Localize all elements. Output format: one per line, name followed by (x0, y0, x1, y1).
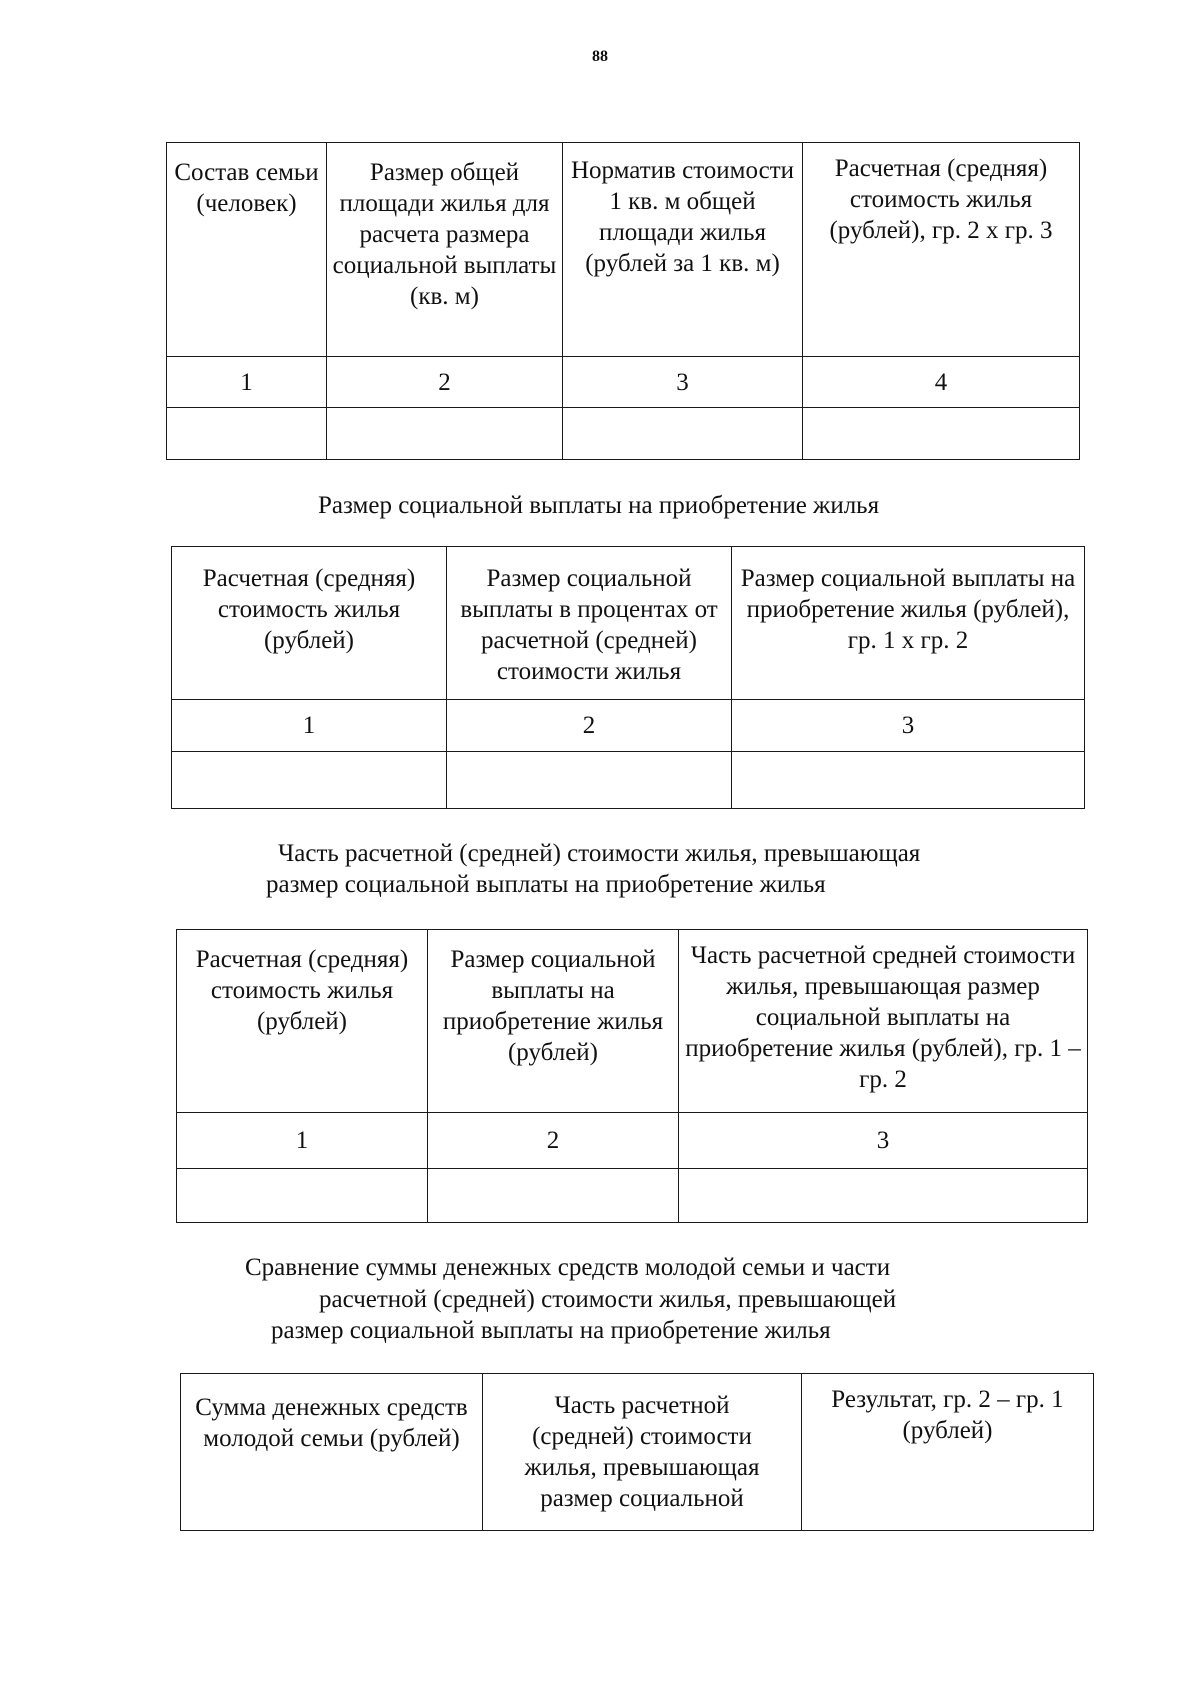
column-number-row (167, 357, 1080, 408)
empty-cell (177, 1169, 428, 1223)
section-caption-line: Сравнение суммы денежных средств молодой семьи и части (245, 1254, 891, 1281)
header-payment-amount: Размер социальной выплаты на приобретение жилья (рублей), гр. 1 х гр. 2 (732, 547, 1085, 700)
section-caption-line: размер социальной выплаты на приобретение жилья (266, 871, 826, 898)
header-payment-percent: Размер социальной выплаты в процентах от расчетной (средней) стоимости жилья (447, 547, 732, 700)
empty-cell (679, 1169, 1088, 1223)
column-number: 1 (172, 700, 447, 752)
empty-cell (172, 752, 447, 809)
social-payment-table (171, 546, 1085, 809)
empty-data-row (177, 1169, 1088, 1223)
header-estimated-cost: Расчетная (средняя) стоимость жилья (рублей), гр. 2 х гр. 3 (803, 143, 1080, 357)
exceeding-part-table (176, 929, 1088, 1223)
table-header-row (172, 547, 1085, 700)
header-area: Размер общей площади жилья для расчета размера социальной выплаты (кв. м) (327, 143, 563, 357)
header-family-funds: Сумма денежных средств молодой семьи (рублей) (181, 1374, 483, 1531)
column-number: 1 (177, 1113, 428, 1169)
header-family-size: Состав семьи (человек) (167, 143, 327, 357)
column-number: 2 (327, 357, 563, 408)
empty-data-row (172, 752, 1085, 809)
column-number: 3 (732, 700, 1085, 752)
empty-cell (732, 752, 1085, 809)
header-estimated-cost: Расчетная (средняя) стоимость жилья (рублей) (177, 930, 428, 1113)
header-exceeding-part: Часть расчетной (средней) стоимости жилья, превышающая размер социальной (483, 1374, 802, 1531)
housing-cost-table (166, 142, 1080, 460)
empty-cell (563, 408, 803, 460)
column-number: 3 (563, 357, 803, 408)
section-caption: Размер социальной выплаты на приобретение жилья (318, 492, 880, 519)
column-number-row (177, 1113, 1088, 1169)
empty-cell (167, 408, 327, 460)
table-header-row (181, 1374, 1094, 1531)
empty-cell (447, 752, 732, 809)
empty-cell (327, 408, 563, 460)
header-norm-cost: Норматив стоимости 1 кв. м общей площади жилья (рублей за 1 кв. м) (563, 143, 803, 357)
header-result: Результат, гр. 2 – гр. 1 (рублей) (802, 1374, 1094, 1531)
column-number-row (172, 700, 1085, 752)
column-number: 2 (447, 700, 732, 752)
header-payment-amount: Размер социальной выплаты на приобретение жилья (рублей) (428, 930, 679, 1113)
table-header-row (177, 930, 1088, 1113)
section-caption-line: размер социальной выплаты на приобретение жилья (271, 1317, 831, 1344)
empty-data-row (167, 408, 1080, 460)
section-caption-line: расчетной (средней) стоимости жилья, превышающей (319, 1286, 897, 1313)
empty-cell (803, 408, 1080, 460)
section-caption-line: Часть расчетной (средней) стоимости жилья, превышающая (278, 840, 921, 867)
empty-cell (428, 1169, 679, 1223)
page-number: 88 (592, 48, 608, 65)
column-number: 1 (167, 357, 327, 408)
column-number: 4 (803, 357, 1080, 408)
comparison-table (180, 1373, 1094, 1531)
column-number: 2 (428, 1113, 679, 1169)
header-exceeding-part: Часть расчетной средней стоимости жилья, превышающая размер социальной выплаты на приобретение жилья (рублей), гр. 1 – гр. 2 (679, 930, 1088, 1113)
column-number: 3 (679, 1113, 1088, 1169)
table-header-row (167, 143, 1080, 357)
header-estimated-cost: Расчетная (средняя) стоимость жилья (рублей) (172, 547, 447, 700)
